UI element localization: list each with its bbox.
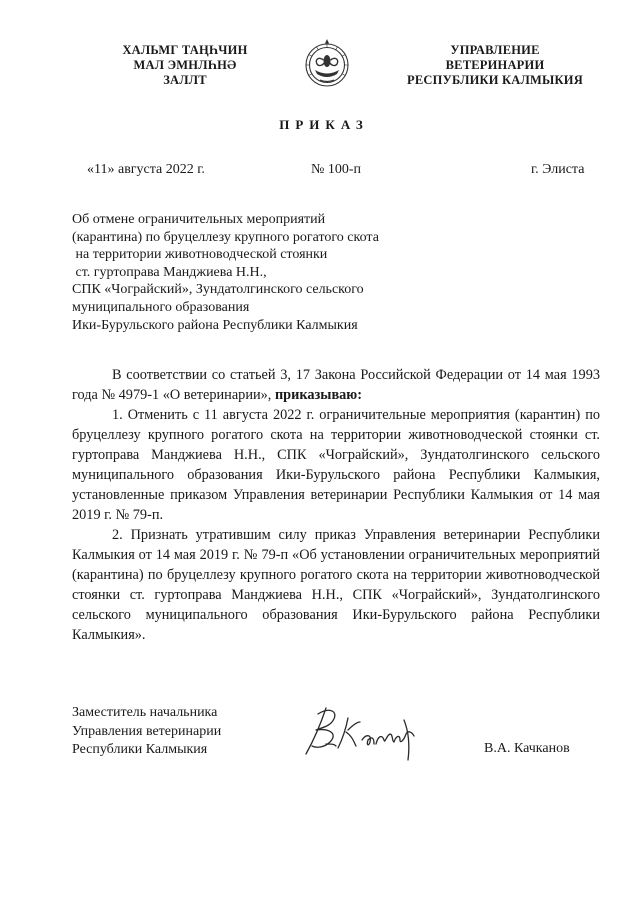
signer-position-line: Управления ветеринарии [72,723,222,739]
coat-of-arms-kalmykia-icon [302,36,352,92]
subject-line: Об отмене ограничительных мероприятий [72,212,326,227]
subject-line: на территории животноводческой стоянки [72,247,328,263]
subject-line: СПК «Чограйский», Зундатолгинского сельского [72,282,364,298]
body-intro-text: В соответствии со статьей 3, 17 Закона Российской Федерации от 14 мая 1993 года № 4979-1 «О ветеринарии», [72,367,600,403]
header-right-line-3: РЕСПУБЛИКИ КАЛМЫКИЯ [407,73,583,87]
document-title: ПРИКАЗ [279,117,369,132]
body-item-2: 2. Признать утратившим силу приказ Управления ветеринарии Республики Калмыкия от 14 мая 2019 г. № 79-п «Об установлении ограничительных мероприятий (карантина) по бруцеллезу крупного рогатого скота на территории животноводческой стоянки ст. гуртоправа Манджиева Н.Н., СПК «Чограйский», Зундатолгинского сельского муниципального образования Ики-Бурульского района Республики Калмыкия». [72,527,600,643]
body-item-1: 1. Отменить с 11 августа 2022 г. ограничительные мероприятия (карантин) по бруцеллезу крупного рогатого скота на территории животноводческой стоянки ст. гуртоправа Манджиева Н.Н., СПК «Чограйский», Зундатолгинского сельского муниципального образования Ики-Бурульского района Республики Калмыкия, установленные приказом Управления ветеринарии Республики Калмыкия от 14 мая 2019 г. № 79-п. [72,407,600,523]
subject-line: ст. гуртоправа Манджиева Н.Н., [72,264,267,280]
handwritten-signature [296,700,436,762]
header-left-line-3: ЗАЛЛТ [163,73,207,87]
header-left-line-1: ХАЛЬМГ ТАҢҺЧИН [122,43,248,57]
signer-position-line: Республики Калмыкия [72,742,208,757]
subject-line: (карантина) по бруцеллезу крупного рогатого скота [72,229,379,245]
signer-position [72,704,221,760]
body-intro-order-word: приказываю: [274,387,362,403]
document-body [72,365,600,645]
subject-line: Ики-Бурульского района Республики Калмыкия [72,317,358,333]
signer-name: В.А. Качканов [484,741,570,756]
subject-line: муниципального образования [72,299,250,315]
signer-position-line: Заместитель начальника [72,705,218,720]
header-left-line-2: МАЛ ЭМНЛҺНӘ [133,58,237,72]
header-kalmyk-name [95,43,275,88]
document-city: г. Элиста [531,162,585,177]
header-right-line-1: УПРАВЛЕНИЕ [450,43,540,57]
document-subject [72,211,402,334]
document-date: «11» августа 2022 г. [87,162,205,177]
header-russian-name [390,43,600,88]
body-intro [72,365,600,405]
header-right-line-2: ВЕТЕРИНАРИИ [445,58,545,72]
document-number: № 100-п [311,162,362,177]
